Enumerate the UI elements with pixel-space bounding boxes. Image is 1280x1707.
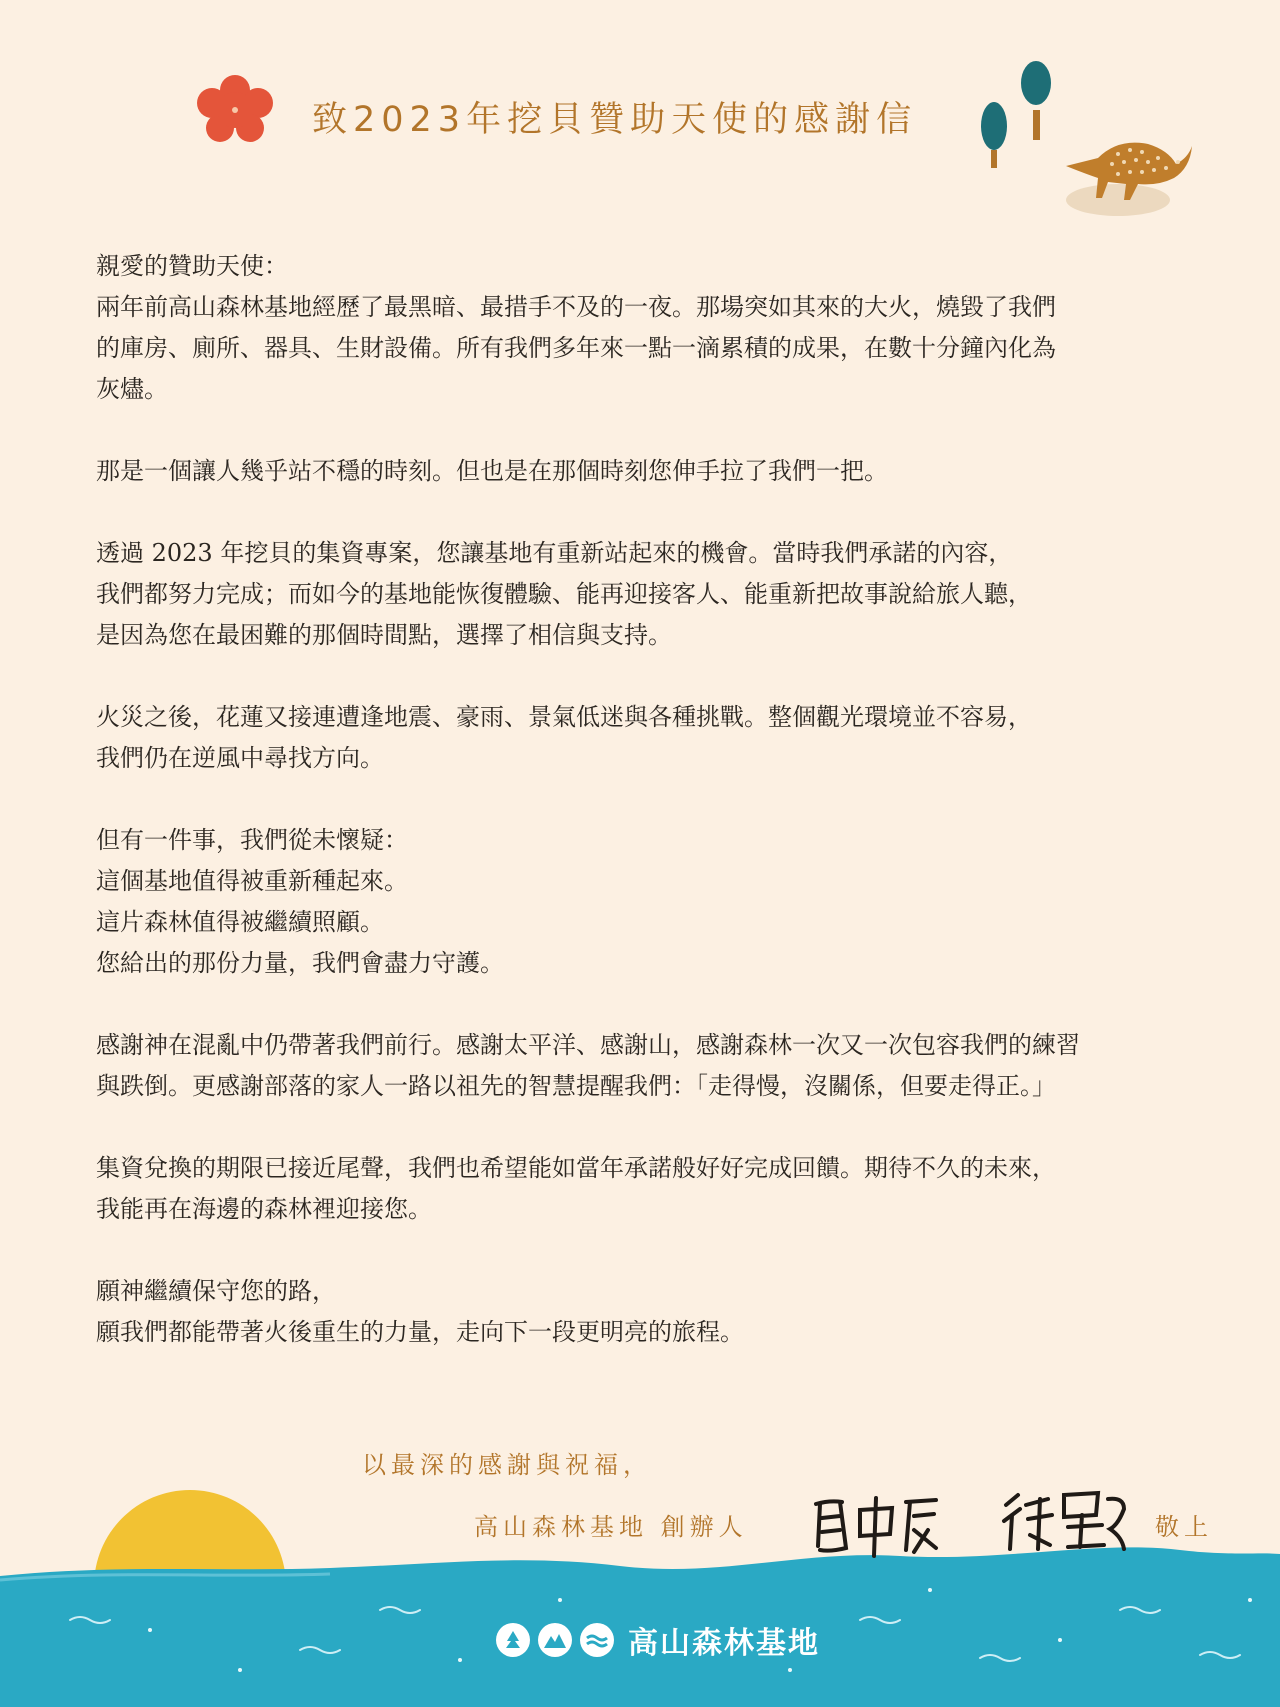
founder-label: 高山森林基地 創辦人 — [474, 1513, 748, 1541]
letter-line: 集資兌換的期限已接近尾聲，我們也希望能如當年承諾般好好完成回饋。期待不久的未來， — [96, 1154, 1056, 1182]
letter-line: 親愛的贊助天使： — [96, 252, 288, 280]
letter-paragraph-1 — [96, 246, 1196, 410]
letter-title: 致2023年挖貝贊助天使的感謝信 — [312, 100, 918, 140]
letter-line: 兩年前高山森林基地經歷了最黑暗、最措手不及的一夜。那場突如其來的大火，燒毀了我們 — [96, 293, 1056, 321]
trees-icon — [975, 48, 1065, 168]
closing-line: 以最深的感謝與祝福， — [362, 1451, 652, 1479]
letter-paragraph-6 — [96, 1025, 1196, 1107]
mountain-logo-icon — [538, 1623, 572, 1657]
letter-line: 是因為您在最困難的那個時間點，選擇了相信與支持。 — [96, 621, 672, 649]
letter-line: 我們都努力完成；而如今的基地能恢復體驗、能再迎接客人、能重新把故事說給旅人聽， — [96, 580, 1032, 608]
letter-paragraph-8 — [96, 1271, 1196, 1353]
letter-line: 的庫房、廁所、器具、生財設備。所有我們多年來一點一滴累積的成果，在數十分鐘內化為 — [96, 334, 1056, 362]
signature-2 — [998, 1485, 1128, 1555]
signature-1 — [810, 1490, 940, 1560]
letter-line: 我們仍在逆風中尋找方向。 — [96, 744, 384, 772]
letter-line: 與跌倒。更感謝部落的家人一路以祖先的智慧提醒我們：「走得慢，沒關係，但要走得正。」 — [96, 1072, 1056, 1100]
letter-line: 您給出的那份力量，我們會盡力守護。 — [96, 949, 504, 977]
letter-line: 透過 2023 年挖貝的集資專案，您讓基地有重新站起來的機會。當時我們承諾的內容， — [96, 539, 1013, 567]
letter-paragraph-2 — [96, 451, 1196, 492]
regards-label: 敬上 — [1155, 1513, 1213, 1541]
letter-paragraph-5 — [96, 820, 1196, 984]
brand-name: 高山森林基地 — [628, 1626, 820, 1661]
letter-line: 願我們都能帶著火後重生的力量，走向下一段更明亮的旅程。 — [96, 1318, 744, 1346]
letter-line: 灰燼。 — [96, 375, 168, 403]
letter-line: 那是一個讓人幾乎站不穩的時刻。但也是在那個時刻您伸手拉了我們一把。 — [96, 457, 888, 485]
wave-logo-icon — [580, 1623, 614, 1657]
letter-line: 但有一件事，我們從未懷疑： — [96, 826, 408, 854]
letter-paragraph-7 — [96, 1148, 1196, 1230]
anteater-icon — [1058, 128, 1194, 218]
plum-blossom-icon — [196, 74, 274, 144]
brand-logo — [496, 1618, 820, 1662]
letter-line: 願神繼續保守您的路， — [96, 1277, 336, 1305]
letter-body — [96, 246, 1196, 1353]
letter-paragraph-4 — [96, 697, 1196, 779]
letter-paragraph-3 — [96, 533, 1196, 656]
letter-line: 感謝神在混亂中仍帶著我們前行。感謝太平洋、感謝山，感謝森林一次又一次包容我們的練習 — [96, 1031, 1080, 1059]
letter-line: 這片森林值得被繼續照顧。 — [96, 908, 384, 936]
tree-logo-icon — [496, 1623, 530, 1657]
letter-line: 火災之後，花蓮又接連遭逢地震、豪雨、景氣低迷與各種挑戰。整個觀光環境並不容易， — [96, 703, 1032, 731]
letter-line: 我能再在海邊的森林裡迎接您。 — [96, 1195, 432, 1223]
letter-line: 這個基地值得被重新種起來。 — [96, 867, 408, 895]
